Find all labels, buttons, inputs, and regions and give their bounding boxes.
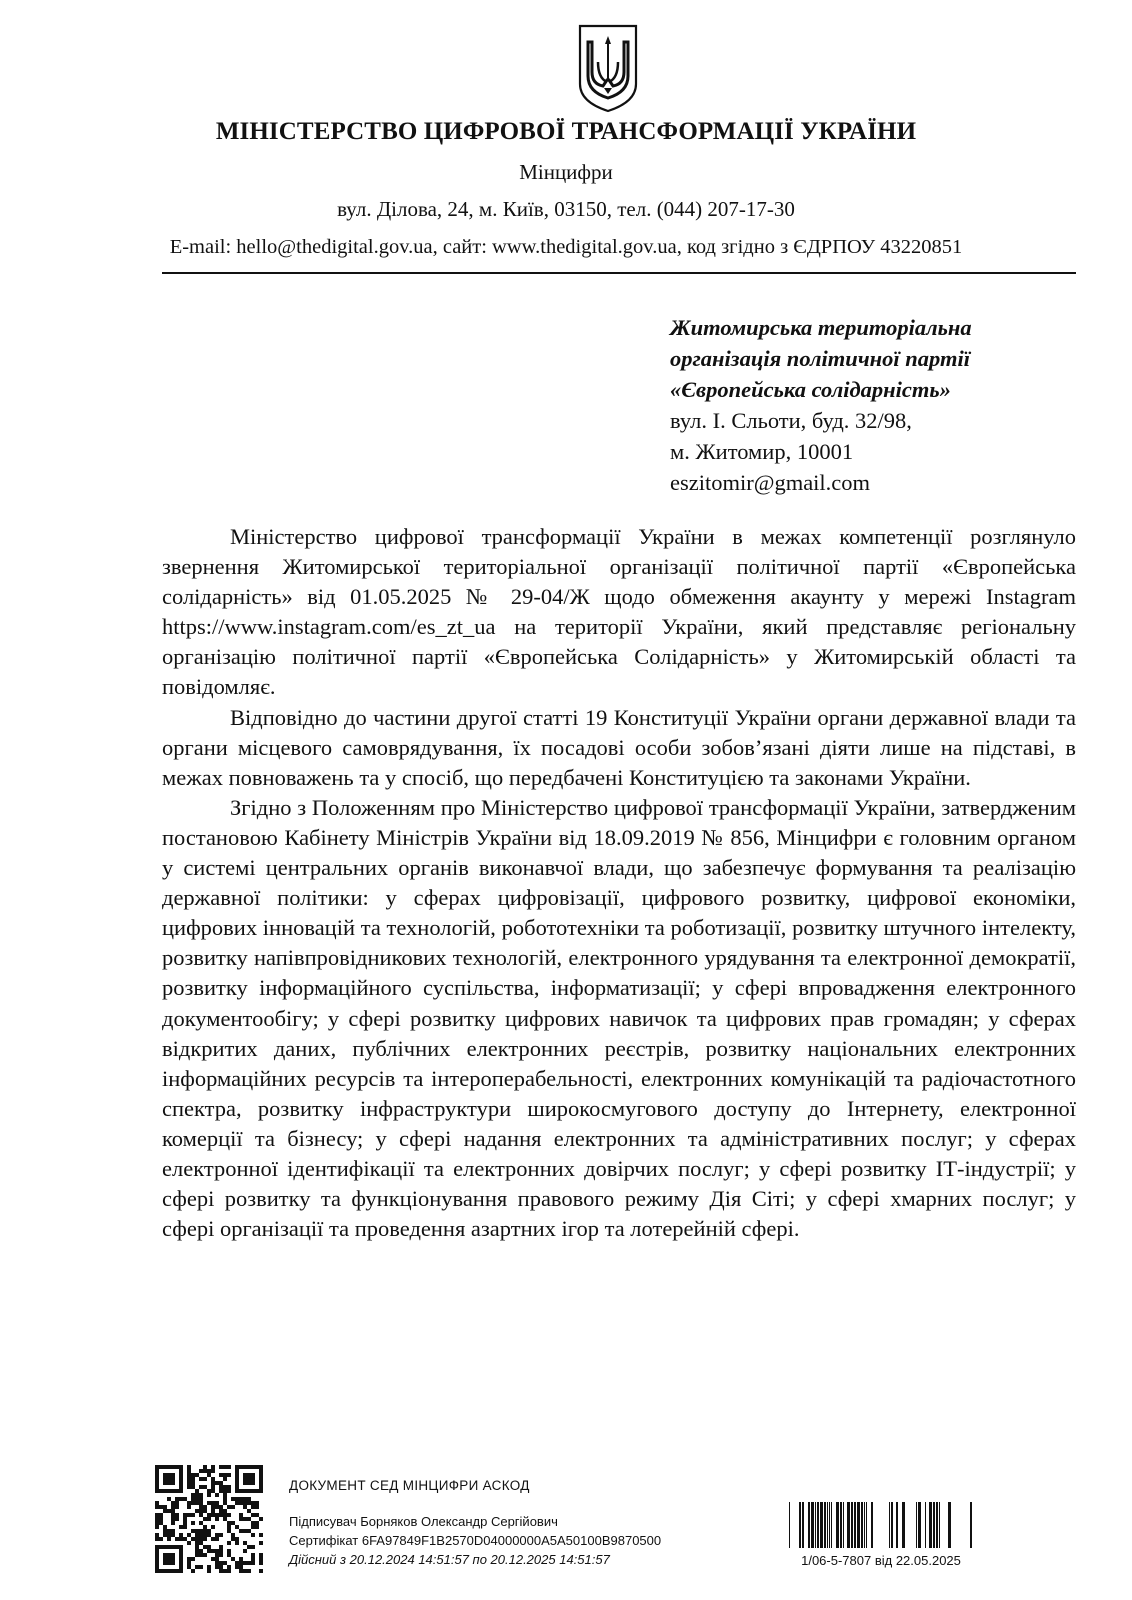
ministry-short-name: Мінцифри <box>519 160 613 184</box>
trident-coat-of-arms-icon <box>576 22 640 114</box>
recipient-org-line-2: організація політичної партії <box>670 346 970 371</box>
sed-document-label: ДОКУМЕНТ СЕД МІНЦИФРИ АСКОД <box>289 1478 530 1493</box>
recipient-street: вул. І. Сльоти, буд. 32/98, <box>670 408 912 433</box>
body-paragraph-2: Відповідно до частини другої статті 19 Конституції України органи державної влади та органи місцевого самоврядування, їх посадові особи зобов’язані діяти лише на підставі, в межах повноважень та у спосіб, що передбачені Конституцією та законами України. <box>162 704 1076 790</box>
qr-code-icon <box>155 1465 263 1573</box>
recipient-block <box>670 312 1100 498</box>
registration-number: 1/06-5-7807 від 22.05.2025 <box>801 1553 961 1568</box>
signer-name: Підписувач Борняков Олександр Сергійович <box>289 1514 558 1529</box>
certificate-validity: Дійсний з 20.12.2024 14:51:57 по 20.12.2025 14:51:57 <box>289 1552 610 1567</box>
recipient-city: м. Житомир, 10001 <box>670 439 854 464</box>
header-divider <box>162 272 1076 274</box>
recipient-org-line-3: «Європейська солідарність» <box>670 377 951 402</box>
certificate-number: Сертифікат 6FA97849F1B2570D04000000A5A50100B9870500 <box>289 1533 662 1548</box>
ministry-title: МІНІСТЕРСТВО ЦИФРОВОЇ ТРАНСФОРМАЦІЇ УКРАЇНИ <box>215 118 917 145</box>
body-paragraph-1: Міністерство цифрової трансформації України в межах компетенції розглянуло звернення Житомирської територіальної організації політичної партії «Європейська солідарність» від 01.05.2025 № 29-04/Ж щодо обмеження акаунту у мережі Instagram https://www.instagram.com/es_zt_ua на території України, який представляє регіональну організацію політичної партії «Європейська Солідарність» у Житомирській області та повідомляє. <box>162 524 1076 700</box>
letter-body <box>162 522 1076 1244</box>
ministry-contacts: E-mail: hello@thedigital.gov.ua, сайт: www.thedigital.gov.ua, код згідно з ЄДРПОУ 43220851 <box>169 236 963 258</box>
recipient-email: eszitomir@gmail.com <box>670 470 871 495</box>
ministry-address: вул. Ділова, 24, м. Київ, 03150, тел. (044) 207-17-30 <box>337 197 795 221</box>
body-paragraph-3: Згідно з Положенням про Міністерство цифрової трансформації України, затвердженим постановою Кабінету Міністрів України від 18.09.2019 № 856, Мінцифри є головним органом у системі центральних органів виконавчої влади, що забезпечує формування та реалізацію державної політики: у сферах цифровізації, цифрового розвитку, цифрової економіки, цифрових інновацій та технологій, робототехніки та роботизації, розвитку штучного інтелекту, розвитку напівпровідникових технологій, електронного урядування та електронної демократії, розвитку інформаційного суспільства, інформатизації; у сфері впровадження електронного документообігу; у сфері розвитку цифрових навичок та цифрових прав громадян; у сферах відкритих даних, публічних електронних реєстрів, розвитку національних електронних інформаційних ресурсів та інтероперабельності, електронних комунікацій та радіочастотного спектра, розвитку інфраструктури широкосмугового доступу до Інтернету, електронної комерції та бізнесу; у сфері надання електронних та адміністративних послуг; у сферах електронної ідентифікації та електронних довірчих послуг; у сфері розвитку ІТ-індустрії; у сфері розвитку та функціонування правового режиму Дія Сіті; у сфері хмарних послуг; у сфері організації та проведення азартних ігор та лотерейній сфері. <box>162 794 1076 1242</box>
recipient-org-line-1: Житомирська територіальна <box>670 315 972 340</box>
barcode-icon <box>789 1502 973 1548</box>
